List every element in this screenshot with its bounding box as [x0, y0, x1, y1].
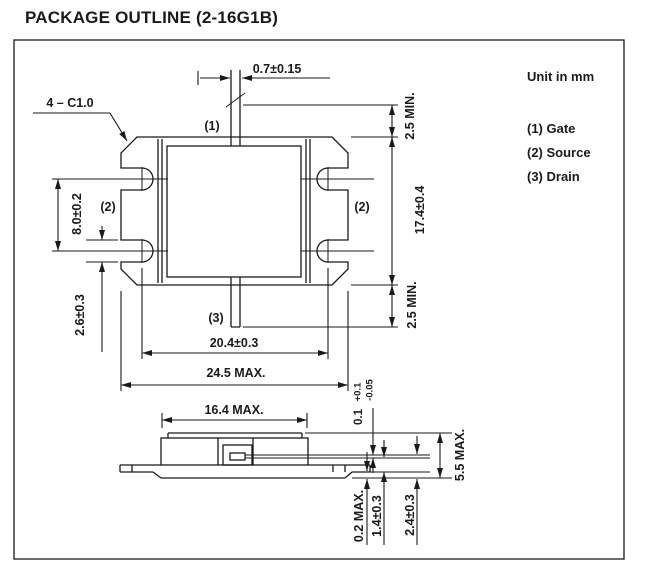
legend-pin3-drain: (3) Drain	[527, 169, 580, 184]
dim-overall-width-label: 24.5 MAX.	[206, 366, 266, 380]
top-view-outline	[121, 70, 348, 327]
dim-overall-height-label: 5.5 MAX.	[453, 428, 467, 482]
dim-body-height-label: 17.4±0.4	[413, 185, 427, 235]
source-pin-marker-right: (2)	[354, 200, 370, 214]
dim-flange-thickness-label: 2.4±0.3	[403, 494, 417, 536]
gate-pin-marker: (1)	[204, 119, 220, 133]
legend-pin1-gate: (1) Gate	[527, 121, 576, 136]
dim-slot-width-label: 2.6±0.3	[73, 294, 87, 336]
dim-lead-offset-minus-label: -0.05	[364, 379, 376, 401]
side-view-body	[161, 438, 308, 465]
page-title: PACKAGE OUTLINE (2-16G1B)	[25, 8, 279, 27]
dim-lead-offset-label: 0.1	[353, 409, 365, 425]
unit-note: Unit in mm	[527, 69, 595, 84]
dim-lead-bottom-label: 2.5 MIN.	[405, 281, 419, 329]
drain-pin-marker: (3)	[208, 311, 224, 325]
legend-pin2-source: (2) Source	[527, 145, 591, 160]
dim-hole-span-label: 20.4±0.3	[209, 336, 259, 350]
dim-lead-top-label: 2.5 MIN.	[403, 92, 417, 140]
chamfer-note-label: 4 – C1.0	[46, 96, 94, 110]
dim-lead-offset-plus-label: +0.1	[352, 382, 364, 402]
source-pin-marker-left: (2)	[100, 200, 116, 214]
gate-lead	[231, 70, 240, 146]
top-view-lid	[167, 146, 301, 277]
dim-lead-thickness-label: 1.4±0.3	[370, 495, 384, 537]
top-view-centerlines	[52, 167, 374, 263]
dim-lead-width-label: 0.7±0.15	[252, 62, 302, 76]
dim-cap-width-label: 16.4 MAX.	[204, 403, 264, 417]
dim-standoff-label: 0.2 MAX.	[352, 489, 366, 543]
legend	[527, 69, 594, 184]
drawing-frame	[14, 40, 624, 559]
dim-hole-pitch-label: 8.0±0.2	[70, 193, 84, 235]
